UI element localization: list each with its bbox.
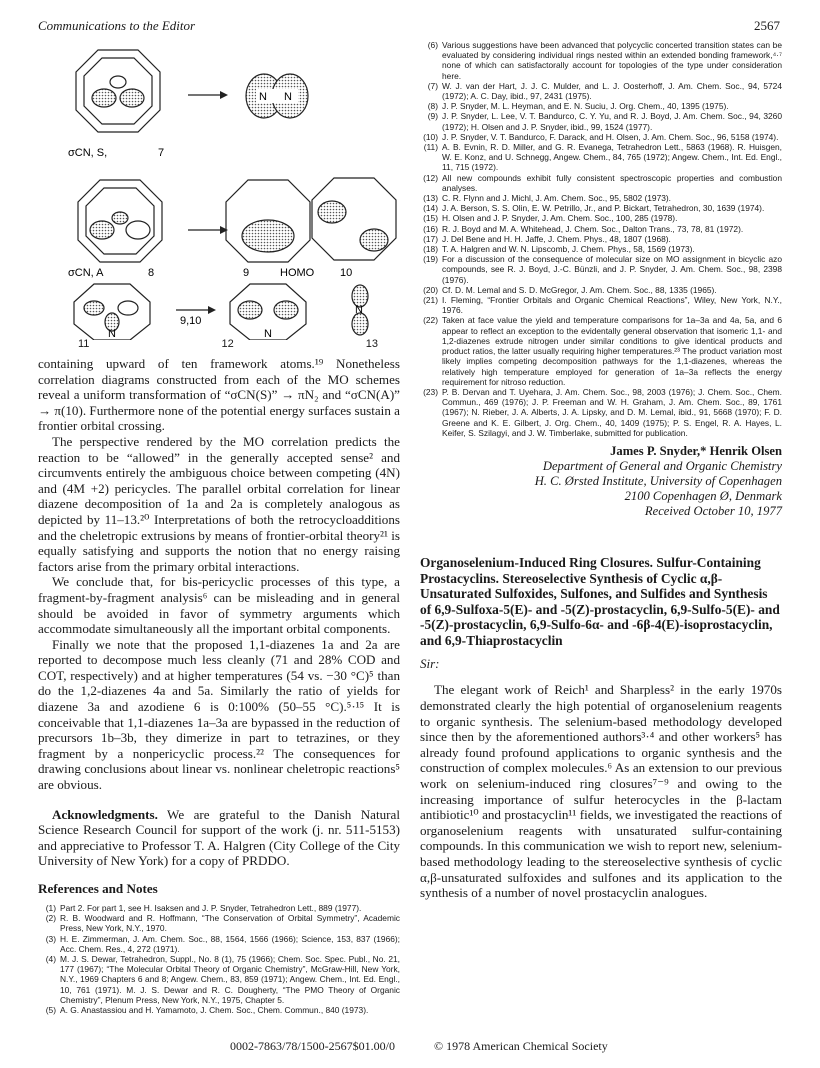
- reference-item: (21) I. Fleming, “Frontier Orbitals and Organic Chemical Reactions”, Wiley, New York, N.Y., 1976.: [423, 295, 782, 316]
- reference-item: (17) J. Del Bene and H. H. Jaffe, J. Chem. Phys., 48, 1807 (1968).: [423, 233, 671, 244]
- institution: H. C. Ørsted Institute, University of Copenhagen: [534, 473, 782, 488]
- compound-11-label: 11: [78, 338, 90, 350]
- reference-item: (3) H. E. Zimmerman, J. Am. Chem. Soc., 88, 1564, 1566 (1966); Science, 153, 837 (1966); Acc. Chem. Res., 4, 272 (1971).: [45, 933, 400, 954]
- city: 2100 Copenhagen Ø, Denmark: [624, 488, 782, 503]
- compound-9-number: 9: [243, 267, 250, 279]
- arrow-label-9-10: 9,10: [180, 315, 202, 327]
- received-date: Received October 10, 1977: [644, 503, 782, 518]
- label-sigma-cn-a: σCN, A: [68, 267, 104, 279]
- reference-item: (16) R. J. Boyd and M. A. Whitehead, J. Chem. Soc., Dalton Trans., 73, 78, 81 (1972).: [423, 223, 744, 234]
- reference-item: (15) H. Olsen and J. P. Snyder, J. Am. Chem. Soc., 100, 285 (1978).: [423, 213, 678, 224]
- references-left: [38, 903, 400, 1015]
- reference-item: (6) Various suggestions have been advanced that polycyclic concerted transition states can be evaluated by considering individual rings nested within an extended bonding framework,⁴·⁷ none of which can satisfactorally account for topologies of the type under consideration here.: [427, 40, 782, 81]
- reference-item: (12) All new compounds exhibit fully consistent spectroscopic properties and combustion analyses.: [423, 172, 782, 193]
- compound-13-nitrogen: N: [355, 304, 363, 316]
- reference-item: (19) For a discussion of the consequence of molecular size on MO assignment in bicyclic azo compounds, see R. J. Boyd, J.-C. Bünzli, and J. P. Snyder, J. Am. Chem. Soc., 98, 2398 (1976).: [423, 254, 782, 285]
- reference-item: (8) J. P. Snyder, M. L. Heyman, and E. N. Suciu, J. Org. Chem., 40, 1395 (1975).: [427, 101, 729, 112]
- compound-10-number: 10: [340, 267, 353, 279]
- body-paragraph-1: containing upward of ten framework atoms.¹⁹ Nonetheless correlation diagrams constructed from each of the MO schemes reveal a uniform transformation of “σCN(S)” → πN₂ and “σCN(A)” → π(10). Furthermore none of the potential energy surfaces sustain a frontier orbital crossing.: [38, 356, 400, 434]
- compound-7-number: 7: [158, 147, 165, 159]
- compound-8-number: 8: [148, 267, 155, 279]
- acknowledgments-heading: Acknowledgments.: [52, 806, 158, 822]
- page-number: 2567: [754, 18, 780, 33]
- compound-12-label: 12: [221, 338, 234, 350]
- author-signature: [420, 444, 782, 519]
- reference-item: (18) T. A. Halgren and W. N. Lipscomb, J. Chem. Phys., 58, 1569 (1973).: [423, 244, 695, 255]
- article-code: 0002-7863/78/1500-2567$01.00/0: [230, 1039, 395, 1053]
- body-paragraph-4: Finally we note that the proposed 1,1-diazenes 1a and 2a are reported to decompose much less cleanly (71 and 28% COD and COT, respectively) and at higher temperatures (54 vs. −30 °C)⁵ than do the 1,2-diazenes 4a and 5a. Similarly the ratio of yields for diazene 3a and azodiene 6 is 0:100% (50–55 °C).⁵·¹⁵ It is conceivable that 1,1-diazenes 1a–3a are bypassed in the reduction of precursors 1b–3b, they dimerize in part to tetrazines, or they fragment by a nonpericyclic process.²² The consequences for drawing conclusions about linear vs. nonlinear cheletropic reactions⁵ are obvious.: [38, 636, 400, 793]
- references-heading: References and Notes: [38, 881, 158, 896]
- reference-item: (1) Part 2. For part 1, see H. Isaksen and J. P. Snyder, Tetrahedron Lett., 889 (1977).: [45, 903, 362, 913]
- orbital-figure: [38, 40, 400, 340]
- body-paragraph-2: The perspective rendered by the MO correlation predicts the reaction to be “allowed” in the generally accepted sense² and circumvents entirely the ambiguous choice between competing (4N) and (4M +2) pericycles. The parallel orbital correlation for linear diazene decomposition of 1a and 2a is completely analogous as depicted by 11–13.²⁰ Interpretations of both the retrocycloadditions and the cheletropic extrusions by means of frontier-orbital theory²¹ is equally satisfying and supports the notion that no energy raising factors arise from the primary orbital interactions.: [38, 433, 400, 574]
- molecule-7: [76, 50, 160, 132]
- right-column: [420, 40, 782, 901]
- copyright: © 1978 American Chemical Society: [434, 1039, 608, 1053]
- running-head: Communications to the Editor: [38, 18, 196, 33]
- reference-item: (4) M. J. S. Dewar, Tetrahedron, Suppl., No. 8 (1), 75 (1966); Chem. Soc. Spec. Publ., No. 21, 177 (1967); “The Molecular Orbital Theory of Organic Chemistry”, McGraw-Hill, New York, N.Y., 1969 Chapters 6 and 8; Angew. Chem., 83, 859 (1971); Angew. Chem., Int. Ed. Engl., 10, 761 (1971). M. J. S. Dewar and R. C. Dougherty, “The PMO Theory of Organic Chemistry”, Plenum Press, New York, N.Y., 1975, Chapter 5.: [45, 954, 400, 1005]
- next-article-body: The elegant work of Reich¹ and Sharpless² in the early 1970s demonstrated clearly the high potential of organoselenium reagents to organic synthesis. The selenium-based methodology developed since then by the aforementioned authors³·⁴ and other workers⁵ has already found profound applications to organic synthesis and the construction of complex molecules.⁶ As an extension to our previous work on selenium-induced ring closures⁷⁻⁹ and owing to the increasing importance of sulfur heterocycles in the β-lactam antibiotic¹⁰ and prostacyclin¹¹ fields, we investigated the reactions of organoselenium reagents with unsaturated sulfur-containing compounds. In this communication we wish to report new, selenium-based methodology leading to the stereoselective synthesis of cyclic α,β-unsaturated sulfoxides and sulfones and its application to the synthesis of a number of novel prostacyclin analogues.: [420, 682, 782, 901]
- reference-item: (22) Taken at face value the yield and temperature comparisons for 1a–3a and 4a, 5a, and 6 appear to reflect an exception to the evidentally general observation that isomeric 1,1- and 1,2-diazenes extrude nitrogen under similar conditions to give identical products and product ratios, the latter usually requiring higher temperatures.²³ The product variation most likely implies competing decomposition pathways for the 1,1-diazenes, whereas the relatively high temperature employed for generation of 1a–3a reflects the energy requirement for nitroso reduction.: [423, 315, 782, 387]
- next-article-title: Organoselenium-Induced Ring Closures. Sulfur-Containing Prostacyclins. Stereoselective Synthesis of Cyclic α,β-Unsaturated Sulfoxides, Sulfones, and Sulfides and Synthesis of 6,9-Sulfoxa-5(E)- and -5(Z)-prostacyclin, 6,9-Sulfo-5(E)- and -5(Z)-prostacyclin, 6,9-Sulfo-6α- and -6β-4(E)-isoprostacyclin, and 6,9-Thiaprostacyclin: [420, 554, 780, 648]
- label-sigma-cn-s: σCN, S,: [68, 147, 108, 159]
- body-paragraph-3: We conclude that, for bis-pericyclic processes of this type, a fragment-by-fragment analysis⁶ can be misleading and in general should be avoided in favor of symmetry arguments which accommodate simultaneously all the important orbital components.: [38, 574, 400, 637]
- orbital-diagram: [38, 40, 400, 340]
- reference-item: (7) W. J. van der Hart, J. J. C. Mulder, and L. J. Oosterhoff, J. Am. Chem. Soc., 94, 5724 (1972); A. C. Day, ibid., 97, 2431 (1975).: [427, 80, 782, 102]
- salutation: Sir:: [420, 656, 440, 672]
- compound-11-nitrogen: N: [108, 328, 116, 340]
- molecule-10: [312, 178, 396, 260]
- n2-label-right: N: [284, 91, 292, 103]
- compound-13-label: 13: [365, 338, 378, 350]
- reference-item: (5) A. G. Anastassiou and H. Yamamoto, J. Chem. Soc., Chem. Commun., 840 (1973).: [45, 1005, 369, 1016]
- molecule-8: [78, 180, 162, 262]
- compound-12-nitrogen: N: [264, 328, 272, 340]
- reference-item: (14) J. A. Berson, S. S. Olin, E. W. Petrillo, Jr., and P. Bickart, Tetrahedron, 30, 1639 (1974).: [423, 203, 765, 214]
- left-column: [38, 40, 400, 1015]
- reference-item: (10) J. P. Snyder, V. T. Bandurco, F. Darack, and H. Olsen, J. Am. Chem. Soc., 96, 5158 (1974).: [423, 131, 779, 142]
- reference-item: (2) R. B. Woodward and R. Hoffmann, “The Conservation of Orbital Symmetry”, Academic Press, New York, N.Y., 1970.: [45, 913, 400, 934]
- homo-label: HOMO: [280, 267, 315, 279]
- department: Department of General and Organic Chemistry: [542, 458, 782, 473]
- reference-item: (9) J. P. Snyder, L. Lee, V. T. Bandurco, C. Y. Yu, and R. J. Boyd, J. Am. Chem. Soc., 94, 3260 (1972); H. Olsen and J. P. Snyder, ibid., 99, 1524 (1977).: [427, 111, 782, 132]
- reference-item: (20) Cf. D. M. Lemal and S. D. McGregor, J. Am. Chem. Soc., 88, 1335 (1965).: [423, 284, 717, 295]
- reference-item: (11) A. B. Evnin, R. D. Miller, and G. R. Evanega, Tetrahedron Lett., 5863 (1968). R. Huisgen, W. E. Konz, and U. Schnegg, Angew. Chem., 84, 765 (1972); Angew. Chem., Int. Ed. Engl., 11, 715 (1972).: [423, 142, 782, 173]
- acknowledgments-text: We are grateful to the Danish Natural Science Research Council for support of the work (j. nr. 511-5153) and appreciative to Professor T. A. Halgren (City College of the City University of New York) for a copy of PRDDO.: [38, 806, 400, 869]
- references-right: [420, 40, 782, 438]
- molecule-9: [226, 180, 310, 262]
- authors: James P. Snyder,* Henrik Olsen: [610, 443, 782, 458]
- reference-item: (23) P. B. Dervan and T. Uyehara, J. Am. Chem. Soc., 98, 2003 (1976); J. Chem. Soc., Chem. Commun., 469 (1976); J. P. Freeman and W. H. Graham, J. Am. Chem. Soc., 89, 1761 (1967); N. Rieber, J. A. Alberts, J. A. Lipsky, and D. M. Lemal, ibid., 91, 5668 (1970); F. D. Greene and K. E. Gilbert, J. Org. Chem., 40, 1409 (1975); P. S. Engel, R. A. Hayes, L. Keifer, S. Szilagyi, and J. W. Timberlake, submitted for publication.: [423, 386, 782, 438]
- reference-item: (13) C. R. Flynn and J. Michl, J. Am. Chem. Soc., 95, 5802 (1973).: [423, 193, 672, 204]
- n2-label-left: N: [259, 91, 267, 103]
- acknowledgments: [38, 807, 400, 869]
- n2-fragment: [246, 74, 308, 118]
